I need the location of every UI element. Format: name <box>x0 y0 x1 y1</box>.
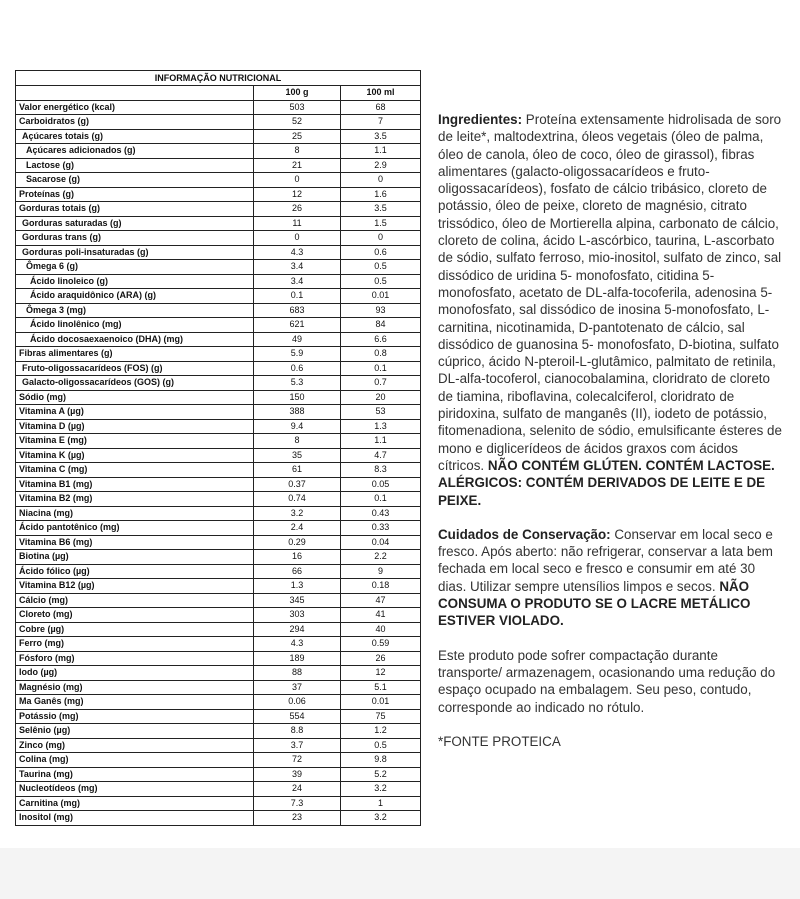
value-100g: 150 <box>254 390 341 405</box>
value-100ml: 1 <box>341 796 421 811</box>
value-100g: 0.29 <box>254 535 341 550</box>
nutrient-label: Sacarose (g) <box>16 173 254 188</box>
table-row <box>16 753 421 768</box>
value-100ml: 0.5 <box>341 738 421 753</box>
value-100g: 37 <box>254 680 341 695</box>
nutrient-label: Selênio (µg) <box>16 724 254 739</box>
value-100g: 0.74 <box>254 492 341 507</box>
nutrient-label: Gorduras saturadas (g) <box>16 216 254 231</box>
value-100ml: 0.5 <box>341 260 421 275</box>
nutrient-label: Colina (mg) <box>16 753 254 768</box>
nutrient-label: Gorduras trans (g) <box>16 231 254 246</box>
value-100g: 0.1 <box>254 289 341 304</box>
table-row <box>16 724 421 739</box>
table-title: INFORMAÇÃO NUTRICIONAL <box>16 71 421 86</box>
value-100ml: 93 <box>341 303 421 318</box>
value-100ml: 47 <box>341 593 421 608</box>
value-100ml: 0.8 <box>341 347 421 362</box>
value-100ml: 4.7 <box>341 448 421 463</box>
nutrient-label: Galacto-oligossacarídeos (GOS) (g) <box>16 376 254 391</box>
nutrient-label: Sódio (mg) <box>16 390 254 405</box>
table-row <box>16 245 421 260</box>
nutrient-label: Niacina (mg) <box>16 506 254 521</box>
table-row <box>16 637 421 652</box>
table-row <box>16 100 421 115</box>
table-row <box>16 405 421 420</box>
table-row <box>16 289 421 304</box>
table-row <box>16 347 421 362</box>
value-100g: 0 <box>254 173 341 188</box>
table-row <box>16 709 421 724</box>
value-100g: 294 <box>254 622 341 637</box>
table-row <box>16 144 421 159</box>
value-100ml: 0.1 <box>341 361 421 376</box>
value-100ml: 68 <box>341 100 421 115</box>
nutrient-label: Ômega 3 (mg) <box>16 303 254 318</box>
table-row <box>16 448 421 463</box>
nutrient-label: Magnésio (mg) <box>16 680 254 695</box>
table-row <box>16 811 421 826</box>
nutrient-label: Vitamina K (µg) <box>16 448 254 463</box>
value-100ml: 0.05 <box>341 477 421 492</box>
nutrient-label: Ácido docosaexaenoico (DHA) (mg) <box>16 332 254 347</box>
table-row <box>16 579 421 594</box>
value-100g: 72 <box>254 753 341 768</box>
value-100g: 8 <box>254 144 341 159</box>
nutrient-label: Cálcio (mg) <box>16 593 254 608</box>
value-100ml: 0.1 <box>341 492 421 507</box>
table-row <box>16 260 421 275</box>
value-100g: 683 <box>254 303 341 318</box>
value-100ml: 0.7 <box>341 376 421 391</box>
table-row <box>16 695 421 710</box>
nutrient-label: Carnitina (mg) <box>16 796 254 811</box>
value-100ml: 75 <box>341 709 421 724</box>
table-row <box>16 608 421 623</box>
value-100g: 0 <box>254 231 341 246</box>
value-100g: 3.2 <box>254 506 341 521</box>
table-row <box>16 550 421 565</box>
seal-warning: NÃO CONSUMA O PRODUTO SE O LACRE METÁLICO ESTIVER VIOLADO. <box>438 578 751 629</box>
table-row <box>16 492 421 507</box>
value-100g: 503 <box>254 100 341 115</box>
value-100g: 3.7 <box>254 738 341 753</box>
value-100g: 3.4 <box>254 274 341 289</box>
nutrient-label: Potássio (mg) <box>16 709 254 724</box>
value-100g: 49 <box>254 332 341 347</box>
nutrient-label: Lactose (g) <box>16 158 254 173</box>
value-100ml: 2.2 <box>341 550 421 565</box>
table-row <box>16 332 421 347</box>
table-row <box>16 651 421 666</box>
table-row <box>16 796 421 811</box>
value-100g: 0.37 <box>254 477 341 492</box>
table-title-row <box>16 71 421 86</box>
table-row <box>16 303 421 318</box>
spacer <box>438 716 783 733</box>
value-100ml: 0.5 <box>341 274 421 289</box>
table-row <box>16 419 421 434</box>
value-100ml: 0.59 <box>341 637 421 652</box>
value-100g: 61 <box>254 463 341 478</box>
nutrient-label: Ma Ganês (mg) <box>16 695 254 710</box>
value-100g: 3.4 <box>254 260 341 275</box>
table-row <box>16 593 421 608</box>
value-100g: 5.3 <box>254 376 341 391</box>
value-100g: 7.3 <box>254 796 341 811</box>
value-100g: 345 <box>254 593 341 608</box>
nutrient-label: Carboidratos (g) <box>16 115 254 130</box>
nutrient-label: Ômega 6 (g) <box>16 260 254 275</box>
table-row <box>16 463 421 478</box>
value-100ml: 3.5 <box>341 129 421 144</box>
value-100g: 35 <box>254 448 341 463</box>
value-100ml: 0.18 <box>341 579 421 594</box>
table-row <box>16 622 421 637</box>
nutrient-label: Vitamina B2 (mg) <box>16 492 254 507</box>
table-row <box>16 173 421 188</box>
header-100ml: 100 ml <box>341 86 421 101</box>
value-100ml: 1.5 <box>341 216 421 231</box>
value-100ml: 8.3 <box>341 463 421 478</box>
conservation-paragraph <box>438 526 783 630</box>
value-100ml: 0 <box>341 231 421 246</box>
value-100ml: 0.33 <box>341 521 421 536</box>
nutrient-label: Cobre (µg) <box>16 622 254 637</box>
value-100ml: 1.3 <box>341 419 421 434</box>
table-row <box>16 390 421 405</box>
value-100g: 21 <box>254 158 341 173</box>
table-row <box>16 506 421 521</box>
table-row <box>16 216 421 231</box>
footnote: *FONTE PROTEICA <box>438 733 561 749</box>
value-100ml: 5.2 <box>341 767 421 782</box>
value-100g: 66 <box>254 564 341 579</box>
value-100g: 26 <box>254 202 341 217</box>
nutrient-label: Vitamina A (µg) <box>16 405 254 420</box>
value-100ml: 0 <box>341 173 421 188</box>
value-100ml: 0.01 <box>341 289 421 304</box>
nutrient-label: Inositol (mg) <box>16 811 254 826</box>
value-100ml: 1.1 <box>341 434 421 449</box>
nutrient-label: Vitamina B1 (mg) <box>16 477 254 492</box>
value-100ml: 6.6 <box>341 332 421 347</box>
value-100ml: 7 <box>341 115 421 130</box>
value-100ml: 26 <box>341 651 421 666</box>
table-row <box>16 564 421 579</box>
nutrient-label: Ácido linolênico (mg) <box>16 318 254 333</box>
value-100g: 23 <box>254 811 341 826</box>
label-text-panel <box>438 111 783 750</box>
value-100ml: 0.04 <box>341 535 421 550</box>
value-100g: 5.9 <box>254 347 341 362</box>
table-row <box>16 782 421 797</box>
value-100g: 189 <box>254 651 341 666</box>
bottom-band <box>0 848 800 899</box>
value-100ml: 1.2 <box>341 724 421 739</box>
ingredients-text: Proteína extensamente hidrolisada de soro de leite*, maltodextrina, óleos vegetais (óleo de palma, óleo de canola, óleo de coco, óleo de girassol), fibras alimentares (galacto-oligossacarídeos e fruto-oligossacarídeos), fosfato de cálcio tribásico, cloreto de potássio, óleo de peixe, cloreto de magnésio, citrato trissódico, óleo de Mortierella alpina, carbonato de cálcio, cloreto de colina, ácido L-ascórbico, taurina, L-ascorbato de sódio, sulfato ferroso, mio-inositol, sulfato de zinco, sal dissódico de uridina 5- monofosfato, citidina 5-monofosfato, acetato de DL-alfa-tocoferila, adenosina 5-monofosfato, sal dissódico de inosina 5-monofosfato, L-carnitina, nicotinamida, D-pantotenato de cálcio, sal dissódico de guanosina 5- monofosfato, D-biotina, sulfato cúprico, ácido N-pteroil-L-glutâmico, palmitato de retinila, DL-alfa-tocoferol, cianocobalamina, cloridrato de cloreto de tiamina, riboflavina, colecalciferol, cloridrato de piridoxina, sulfato de manganês (II), iodeto de potássio, fitomenadiona, selenito de sódio, emulsificante ésteres de mono e diglicerídeos de ácidos graxos com ácidos cítricos. <box>438 112 782 473</box>
value-100g: 1.3 <box>254 579 341 594</box>
value-100ml: 9.8 <box>341 753 421 768</box>
nutrient-label: Nucleotídeos (mg) <box>16 782 254 797</box>
value-100ml: 1.6 <box>341 187 421 202</box>
table-row <box>16 521 421 536</box>
value-100ml: 9 <box>341 564 421 579</box>
nutrient-label: Fruto-oligossacarídeos (FOS) (g) <box>16 361 254 376</box>
value-100ml: 3.2 <box>341 811 421 826</box>
table-row <box>16 376 421 391</box>
nutrient-label: Zinco (mg) <box>16 738 254 753</box>
nutrient-label: Ácido linoleico (g) <box>16 274 254 289</box>
value-100ml: 2.9 <box>341 158 421 173</box>
value-100ml: 84 <box>341 318 421 333</box>
nutrient-label: Ferro (mg) <box>16 637 254 652</box>
value-100g: 303 <box>254 608 341 623</box>
value-100ml: 3.5 <box>341 202 421 217</box>
nutrient-label: Vitamina B6 (mg) <box>16 535 254 550</box>
value-100g: 8.8 <box>254 724 341 739</box>
value-100g: 39 <box>254 767 341 782</box>
table-row <box>16 274 421 289</box>
value-100g: 88 <box>254 666 341 681</box>
table-row <box>16 738 421 753</box>
nutrient-label: Vitamina D (µg) <box>16 419 254 434</box>
value-100g: 24 <box>254 782 341 797</box>
nutrient-label: Proteínas (g) <box>16 187 254 202</box>
nutrient-label: Iodo (µg) <box>16 666 254 681</box>
table-row <box>16 231 421 246</box>
table-row <box>16 361 421 376</box>
value-100g: 4.3 <box>254 637 341 652</box>
table-row <box>16 158 421 173</box>
conservation-label: Cuidados de Conservação: <box>438 526 611 542</box>
value-100g: 0.6 <box>254 361 341 376</box>
value-100g: 554 <box>254 709 341 724</box>
allergen-warning: NÃO CONTÉM GLÚTEN. CONTÉM LACTOSE. ALÉRGICOS: CONTÉM DERIVADOS DE LEITE E DE PEIXE. <box>438 457 775 508</box>
nutrient-label: Valor energético (kcal) <box>16 100 254 115</box>
nutrient-label: Fósforo (mg) <box>16 651 254 666</box>
value-100ml: 41 <box>341 608 421 623</box>
value-100ml: 0.6 <box>341 245 421 260</box>
value-100ml: 20 <box>341 390 421 405</box>
value-100g: 16 <box>254 550 341 565</box>
table-header-row <box>16 86 421 101</box>
nutrient-label: Açúcares totais (g) <box>16 129 254 144</box>
nutrient-label: Vitamina E (mg) <box>16 434 254 449</box>
nutrient-label: Cloreto (mg) <box>16 608 254 623</box>
value-100g: 2.4 <box>254 521 341 536</box>
table-row <box>16 680 421 695</box>
table-row <box>16 187 421 202</box>
value-100g: 0.06 <box>254 695 341 710</box>
value-100ml: 12 <box>341 666 421 681</box>
value-100g: 11 <box>254 216 341 231</box>
nutrient-label: Fibras alimentares (g) <box>16 347 254 362</box>
compaction-note: Este produto pode sofrer compactação durante transporte/ armazenagem, ocasionando uma redução do espaço ocupado na embalagem. Seu peso, contudo, corresponde ao indicado no rótulo. <box>438 647 776 715</box>
spacer <box>438 509 783 526</box>
table-row <box>16 477 421 492</box>
value-100ml: 1.1 <box>341 144 421 159</box>
value-100ml: 5.1 <box>341 680 421 695</box>
table-row <box>16 202 421 217</box>
nutrient-label: Açúcares adicionados (g) <box>16 144 254 159</box>
nutrient-label: Ácido araquidônico (ARA) (g) <box>16 289 254 304</box>
nutrient-label: Ácido fólico (µg) <box>16 564 254 579</box>
nutrient-label: Vitamina C (mg) <box>16 463 254 478</box>
nutrient-label: Vitamina B12 (µg) <box>16 579 254 594</box>
value-100g: 388 <box>254 405 341 420</box>
value-100ml: 40 <box>341 622 421 637</box>
table-row <box>16 129 421 144</box>
value-100g: 52 <box>254 115 341 130</box>
ingredients-paragraph <box>438 111 783 509</box>
value-100g: 8 <box>254 434 341 449</box>
nutrient-label: Biotina (µg) <box>16 550 254 565</box>
table-row <box>16 318 421 333</box>
value-100ml: 0.01 <box>341 695 421 710</box>
nutrient-label: Ácido pantotênico (mg) <box>16 521 254 536</box>
ingredients-label: Ingredientes: <box>438 112 523 127</box>
header-100g: 100 g <box>254 86 341 101</box>
table-row <box>16 666 421 681</box>
value-100g: 9.4 <box>254 419 341 434</box>
value-100g: 621 <box>254 318 341 333</box>
table-row <box>16 535 421 550</box>
spacer <box>438 630 783 647</box>
value-100g: 4.3 <box>254 245 341 260</box>
header-empty-cell <box>16 86 254 101</box>
table-row <box>16 434 421 449</box>
value-100ml: 0.43 <box>341 506 421 521</box>
table-row <box>16 115 421 130</box>
value-100g: 12 <box>254 187 341 202</box>
conservation-text: Conservar em local seco e fresco. Após aberto: não refrigerar, conservar a lata bem fechada em local seco e fresco e consumir em até 30 dias. Utilizar sempre utensílios limpos e secos. <box>438 526 773 594</box>
nutrient-label: Taurina (mg) <box>16 767 254 782</box>
value-100ml: 3.2 <box>341 782 421 797</box>
value-100g: 25 <box>254 129 341 144</box>
table-row <box>16 767 421 782</box>
nutrient-label: Gorduras totais (g) <box>16 202 254 217</box>
value-100ml: 53 <box>341 405 421 420</box>
nutrient-label: Gorduras poli-insaturadas (g) <box>16 245 254 260</box>
nutrition-table <box>15 70 421 826</box>
